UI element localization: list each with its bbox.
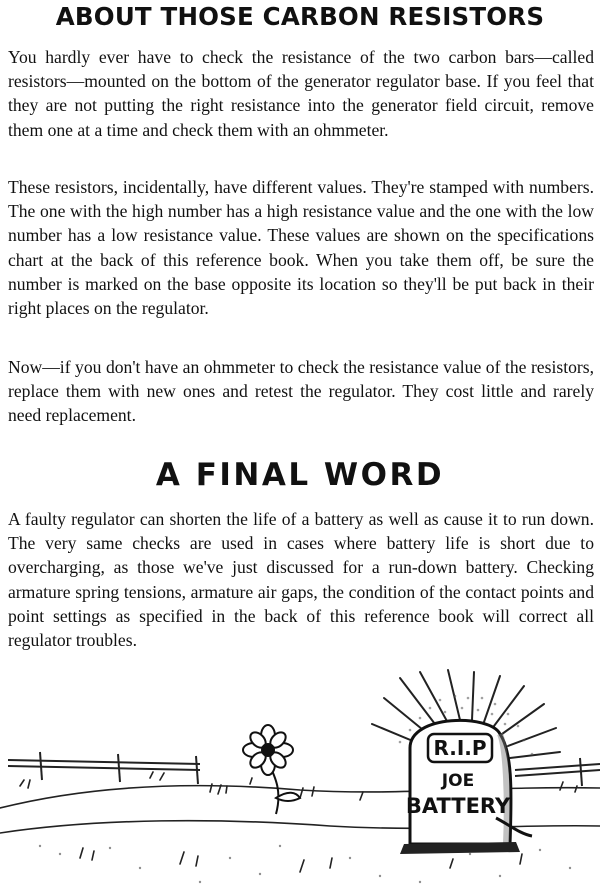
epitaph-rip: R.I.P bbox=[433, 736, 487, 760]
paragraph-check-resistors: You hardly ever have to check the resistance of the two carbon bars—called resistors—mounted on the bottom of the generator regulator base. If you feel that they are not putting the right resistance into the generator field circuit, remove them one at a time and check them with an ohmmeter. bbox=[8, 47, 594, 140]
section-heading-final-word: A FINAL WORD bbox=[155, 457, 445, 493]
gravestone-illustration bbox=[0, 668, 600, 892]
epitaph-battery: BATTERY bbox=[405, 794, 511, 818]
paragraph-resistor-values: These resistors, incidentally, have different values. They're stamped with numbers. The one with the high number has a high resistance value and the one with the low number has a low resistance value. These values are shown on the specifications chart at the back of this reference book. When you take them off, be sure the number is marked on the base opposite its location so they'll be put back in their right places on the regulator. bbox=[8, 177, 594, 319]
paragraph-no-ohmmeter: Now—if you don't have an ohmmeter to check the resistance value of the resistors, replace them with new ones and retest the regulator. They cost little and rarely need replacement. bbox=[8, 357, 594, 426]
paragraph-faulty-regulator: A faulty regulator can shorten the life of a battery as well as cause it to run down. The very same checks are used in cases where battery life is short due to overcharging, as those we've just discussed for a run-down battery. Checking armature spring tensions, armature air gaps, the condition of the contact points and point settings as specified in the back of this reference book will correct all regulator troubles. bbox=[8, 509, 594, 651]
section-heading-carbon-resistors: ABOUT THOSE CARBON RESISTORS bbox=[55, 2, 545, 31]
epitaph-name: JOE bbox=[441, 771, 475, 791]
flower bbox=[243, 725, 300, 814]
